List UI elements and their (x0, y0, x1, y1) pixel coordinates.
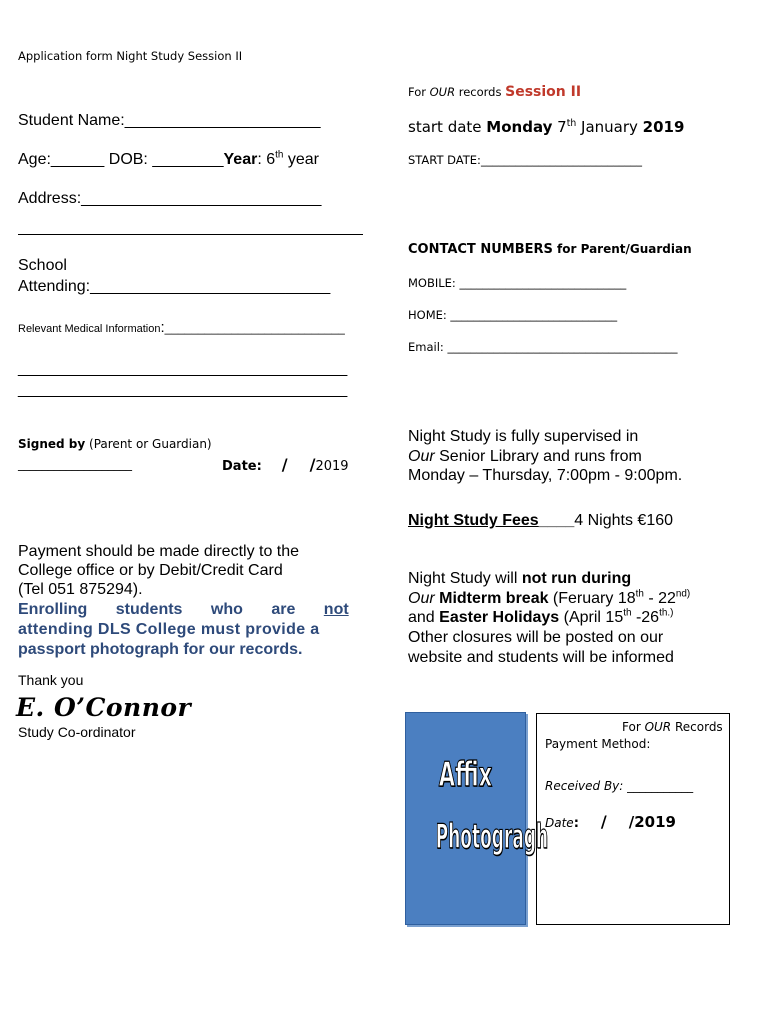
office-records-title: For OUR Records (622, 720, 723, 734)
payment-line-3: (Tel 051 875294). (18, 581, 143, 598)
received-by-field[interactable]: Received By: ___________ (545, 779, 694, 793)
affix-text: Affix (438, 755, 493, 795)
signature-line[interactable]: ___________________ (18, 457, 132, 471)
student-name-field[interactable]: Student Name:______________________ (18, 112, 321, 129)
coordinator-signature: E. O’Connor (16, 693, 192, 722)
supervised-line-2: Our Senior Library and runs from (408, 448, 642, 465)
age-dob-year-field[interactable]: Age:______ DOB: ________Year: 6th year (18, 149, 319, 168)
closures-line-1: Night Study will not run during (408, 570, 632, 587)
school-attending-field[interactable]: Attending:___________________________ (18, 278, 331, 295)
enrolling-line-1: Enrolling students who are not (18, 601, 349, 618)
photograph-text: Photogragh (435, 817, 549, 857)
home-field[interactable]: HOME: _____________________________ (408, 308, 618, 322)
start-date-text: start date Monday 7th January 2019 (408, 118, 685, 136)
thank-you: Thank you (18, 672, 84, 688)
mobile-field[interactable]: MOBILE: _____________________________ (408, 276, 627, 290)
closures-line-5: website and students will be informed (408, 649, 674, 666)
records-header: For OUR records Session II (408, 84, 582, 100)
enrolling-line-2: attending DLS College must provide a (18, 621, 320, 638)
address-field[interactable]: Address:___________________________ (18, 190, 322, 207)
office-date-field[interactable]: Date: / /2019 (545, 812, 676, 831)
supervised-line-1: Night Study is fully supervised in (408, 428, 639, 445)
affix-photograph-box[interactable] (405, 712, 549, 925)
closures-line-2: Our Midterm break (Feruary $18th - 22^{nd)}$ (408, 588, 691, 607)
contact-numbers-heading: CONTACT NUMBERS for Parent/Guardian (408, 242, 692, 257)
form-title: Application form Night Study Session II (18, 49, 243, 63)
session-label: Session II (505, 84, 582, 100)
signed-date-field[interactable]: Date: / /2019 (222, 455, 349, 474)
medical-info-field[interactable]: Relevant Medical Information:___________________________ (18, 319, 345, 336)
signed-by-label: Signed by (Parent or Guardian) (18, 437, 212, 451)
night-study-fees: Night Study Fees____4 Nights €160 (408, 512, 674, 529)
payment-line-1: Payment should be made directly to the (18, 543, 300, 560)
address-line (18, 234, 363, 235)
payment-line-2: College office or by Debit/Credit Card (18, 562, 283, 579)
medical-line-2[interactable]: _____________________________________ (18, 381, 348, 398)
coordinator-title: Study Co-ordinator (18, 724, 136, 740)
start-date-field[interactable]: START DATE:____________________________ (408, 153, 642, 167)
supervised-line-3: Monday – Thursday, 7:00pm - 9:00pm. (408, 467, 683, 484)
medical-line-1[interactable]: _____________________________________ (18, 360, 348, 377)
closures-line-4: Other closures will be posted on our (408, 629, 664, 646)
enrolling-line-3: passport photograph for our records. (18, 641, 303, 658)
school-label: School (18, 257, 67, 274)
email-field[interactable]: Email: ________________________________________ (408, 340, 678, 354)
payment-method-field[interactable]: Payment Method: (545, 737, 651, 751)
closures-line-3: and Easter Holidays (April 15th $-26^{th.)}$ (408, 607, 674, 626)
